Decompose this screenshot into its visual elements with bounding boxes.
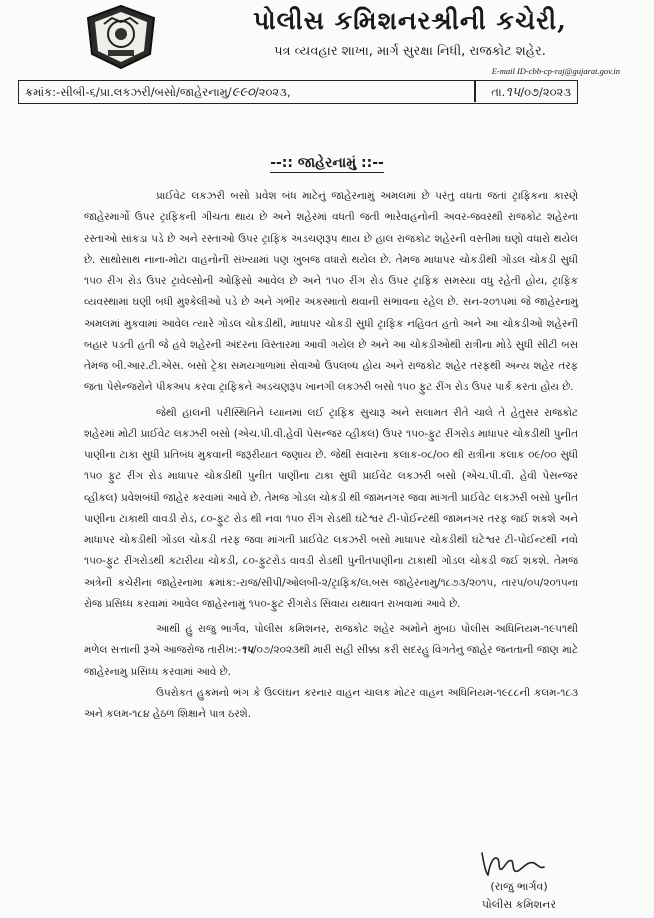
gujarat-police-emblem-icon bbox=[84, 4, 158, 70]
office-email: E-mail ID-cbb-cp-raj@gujarat.gov.in bbox=[491, 66, 620, 76]
paragraph-3-handwritten-date: ૧૫ bbox=[241, 644, 254, 657]
reference-number-handwritten: ૯૯૦ bbox=[231, 85, 255, 100]
signatory-designation: પોલીસ કમિશનર bbox=[481, 898, 557, 911]
reference-number-suffix: /૨૦૨૩, bbox=[254, 85, 291, 99]
paragraph-3 bbox=[84, 619, 578, 683]
reference-box bbox=[18, 80, 578, 104]
document-body bbox=[84, 186, 578, 725]
signature-icon bbox=[478, 845, 548, 881]
paragraph-3-text-start: આથી હું રાજુ ભાર્ગવ, પોલીસ કમિશનર, રાજકોટ શહેર અમોને મુંબઇ પોલીસ અધિનિયમ-૧૯૫૧થી મળેલ સત્તાની રૂએ આજરોજ તારીખ:- bbox=[84, 623, 578, 657]
office-title: પોલીસ કમિશનરશ્રીની કચેરી, bbox=[253, 6, 567, 35]
document-heading bbox=[0, 155, 654, 171]
office-subtitle: પત્ર વ્યવહાર શાખા, માર્ગ સુરક્ષા નિધી, રાજકોટ શહેર. bbox=[274, 44, 546, 59]
paragraph-3-text-end: /૦૭/૨૦૨૩થી મારી સહી સીક્કા કરી સદરહુ વિગતેનું જાહેર જનતાની જાણ માટે જાહેરનામુ પ્રસિધ્ધ કરવામાં આવે છે. bbox=[84, 644, 578, 678]
document-heading-text: --:: જાહેરનામું ::-- bbox=[270, 155, 384, 171]
reference-number bbox=[25, 85, 290, 100]
paragraph-2: જેથી હાલની પરીસ્થિતિને ધ્યાનમાં લઈ ટ્રાફિક સુચારૂ અને સલામત રીતે ચાલે તે હેતુસર રાજકોટ શહેરમાં મોટી પ્રાઈવેટ લકઝરી બસો (એચ.પી.વી.હેવી પેસન્જર વ્હીકલ) ઉપર ૧૫૦-ફુટ રીંગરોડ માધાપર ચોકડીથી પુનીત પાણીના ટાકા સુધી પ્રતિબંધ મુકવાની જરૂરીયાત જણાય છે. જેથી સવારના કલાક-૦૮/૦૦ થી રાત્રીના કલાક ૦૯/૦૦ સુધી ૧૫૦ ફુટ રીંગ રોડ માધાપર ચોકડીથી પુનીત પાણીના ટાકા સુધી પ્રાઈવેટ લકઝરી બસો (એચ.પી.વી. હેવી પેસન્જર વ્હીકલ) પ્રવેશબંધી જાહેર કરવામાં આવે છે. તેમજ ગોંડલ ચોકડી થી જામનગર જવા માંગતી પ્રાઈવેટ લકઝરી બસો પુનીત પાણીના ટાકાથી વાવડી રોડ, ૮૦-ફુટ રોડ થી નવા ૧૫૦ રીંગ રોડથી ઘંટેશ્વર ટી-પોઈન્ટથી જામનગર તરફ જઈ શકશે અને માધાપર ચોકડીથી ગોંડલ ચોકડી તરફ જવા માંગતી પ્રાઈવેટ લકઝરી બસો માધાપર ચોકડીથી ઘંટેશ્વર ટી-પોઈન્ટથી નવો ૧૫૦-ફુટ રીંગરોડથી કટારીયા ચોકડી, ૮૦-ફુટરોડ વાવડી રોડથી પુનીતપાણીના ટાકાથી ગોંડલ ચોકડી જઈ શકશે. તેમજ અત્રેની કચેરીના જાહેરનામા ક્રમાંક:-રાજ/સીપી/ઓલબી-૨/ટ્રાફિક/લ.બસ જાહેરનામુ/૧૮૭૩/૨૦૧૫, તારપ/૦૫/૨૦૧૫ના રોજ પ્રસિધ્ધ કરવામાં આવેલ જાહેરનામું ૧૫૦-ફુટ રીંગરોડ સિવાય યથાવત રાખવામાં આવે છે. bbox=[84, 406, 578, 610]
reference-date-suffix: /૦૭/૨૦૨૩ bbox=[520, 85, 571, 99]
paragraph-4: ઉપરોકત હુકમનો ભંગ કે ઉલ્લંઘન કરનાર વાહન ચાલક મોટર વાહન અધિનિયમ-૧૯૮૮ની કલમ-૧૮૩ અને કલમ-૧૮૪ હેઠળ શિક્ષાને પાત્ર ઠરશે. bbox=[84, 686, 578, 720]
paragraph-1: પ્રાઈવેટ લકઝરી બસો પ્રવેશ બંધ માટેનું જાહેરનામું અમલમાં છે પરંતુ વધતા જતાં ટ્રાફિકના કારણે જાહેરમાર્ગો ઉપર ટ્રાફિકની ગીચતા થાય છે અને શહેરમાં વધતી જતી ભારેવાહનોની અવર-જવરથી રાજકોટ શહેરના રસ્તાઓ સાંકડા પડે છે અને રસ્તાઓ ઉપર ટ્રાફિક અડચણરૂપ થાય છે હાલ રાજકોટ શહેરની વસ્તીમાં ઘણો વધારો થયેલ છે. સાથોસાથ નાના-મોટા વાહનોની સંખ્યામાં પણ ખુબજ વધારો થયેલ છે. તેમજ માધાપર ચોકડીથી ગોંડલ ચોકડી સુધી ૧૫૦ રીંગ રોડ ઉપર ટ્રાવેલ્સોની ઓફિસો આવેલ છે અને ૧૫૦ રીંગ રોડ ઉપર ટ્રાફિક સમસ્યા વધુ રહેતી હોય, ટ્રાફિક વ્યવસ્થામાં ઘણી બધી મુશ્કેલીઓ પડે છે અને ગંભીર અકસ્માતો થવાની સંભાવના રહેલ છે. સન-૨૦૧૫માં જે જાહેરનામું અમલમાં મુકવામાં આવેલ ત્યારે ગોંડલ ચોકડીથી, માધાપર ચોકડી સુધી ટ્રાફિક નહિવત હતો અને આ ચોકડીઓ શહેરની બહાર પડતી હતી જે હવે શહેરની અંદરના વિસ્તારમાં આવી ગયેલ છે અને આ ચોકડીઓથી રાત્રીના મોડે સુધી સીટી બસ તેમજ બી.આર.ટી.એસ. બસો ટ્રેકા સમયગાળામાં સેવાઓ ઉપલબ્ધ હોય અને રાજકોટ શહેર તરફથી અન્ય શહેર તરફ જતા પેસેન્જરોને પીકઅપ કરવા ટ્રાફિકને અડચણરૂપ ખાનગી લકઝરી બસો ૧૫૦ ફુટ રીંગ રોડ ઉપર પાર્ક કરતા હોય છે. bbox=[84, 190, 578, 394]
reference-number-prefix: ક્રમાંક:-સીબી-૬/પ્રા.લકઝરી/બસો/જાહેરનામુ/ bbox=[25, 85, 232, 99]
reference-date-prefix: તા. bbox=[491, 85, 506, 99]
signatory-name: (રાજુ ભાર્ગવ) bbox=[490, 880, 548, 893]
reference-date-handwritten: ૧૫ bbox=[505, 85, 521, 100]
reference-date bbox=[491, 85, 571, 100]
reference-divider bbox=[474, 81, 476, 102]
